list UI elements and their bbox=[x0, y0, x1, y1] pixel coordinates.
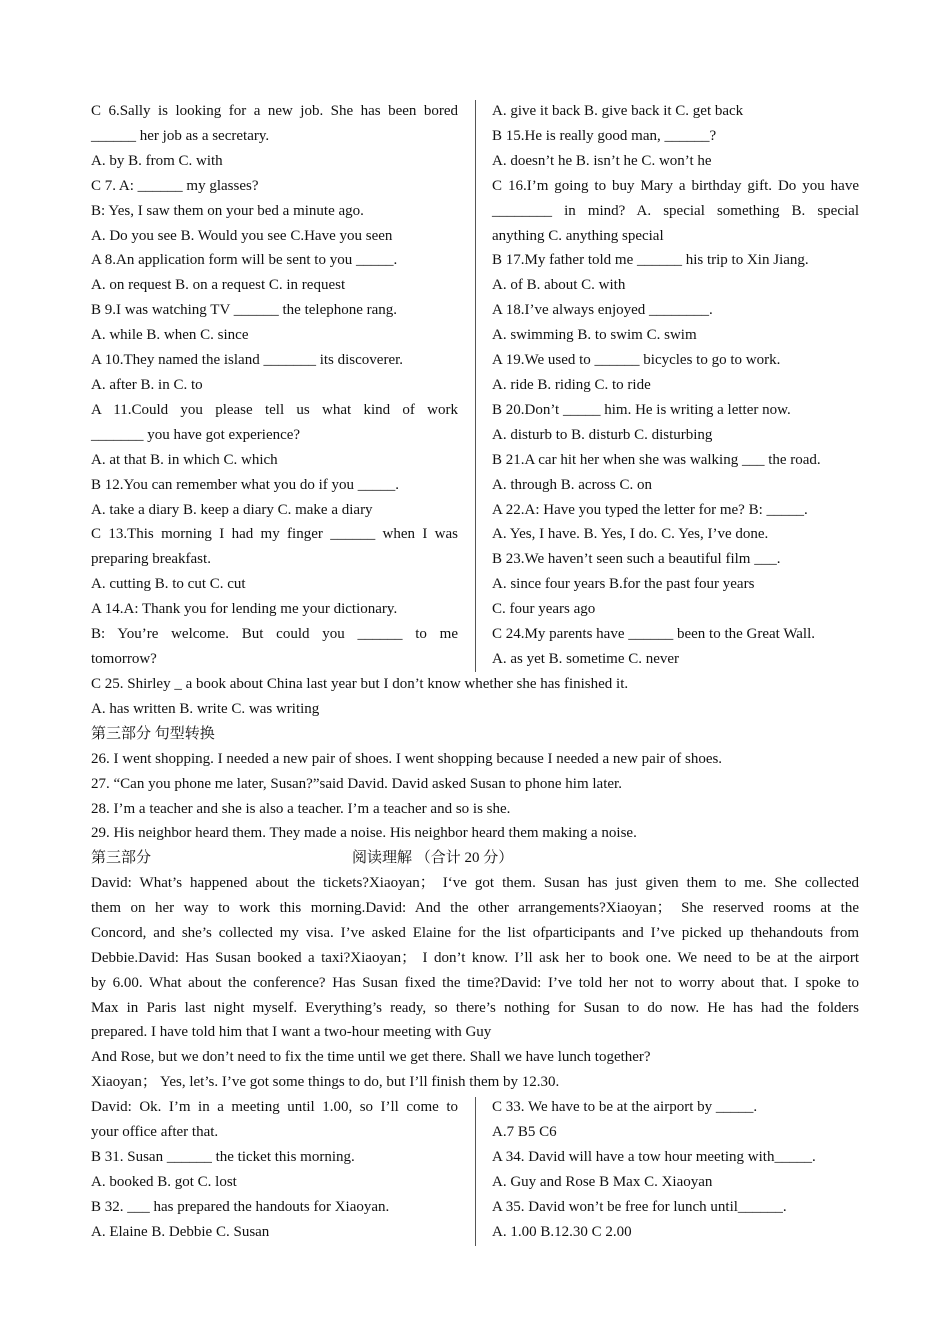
question-line: C 24.My parents have ______ been to the Great Wall. bbox=[492, 626, 816, 643]
question-25-options: A. has written B. write C. was writing bbox=[91, 700, 320, 717]
question-line: A. on request B. on a request C. in request bbox=[91, 277, 346, 294]
question-line: C 16.I’m going to buy Mary a birthday gift. Do you have bbox=[492, 177, 859, 194]
question-line: A 11.Could you please tell us what kind of work bbox=[91, 401, 458, 418]
question-line: A 18.I’ve always enjoyed ________. bbox=[492, 302, 713, 319]
question-line: A. give it back B. give back it C. get back bbox=[492, 103, 744, 119]
section-heading-sentence-transformation: 第三部分 句型转换 bbox=[91, 725, 215, 742]
reading-part-title: 阅读理解 （合计 20 分） bbox=[352, 850, 514, 867]
question-line: A. swimming B. to swim C. swim bbox=[492, 327, 697, 344]
question-line: A. ride B. riding C. to ride bbox=[492, 376, 651, 393]
reading-question-line: A 34. David will have a tow hour meeting with_____. bbox=[492, 1148, 816, 1165]
reading-section-heading bbox=[91, 846, 859, 871]
passage-line: them on her way to work this morning.David: And the other arrangements?Xiaoyan； She reserved rooms at the bbox=[91, 899, 859, 916]
question-line: A 8.An application form will be sent to you _____. bbox=[91, 252, 398, 269]
question-line: A. since four years B.for the past four years bbox=[492, 576, 755, 593]
question-line: A. of B. about C. with bbox=[492, 277, 626, 294]
passage-line: David: What’s happened about the tickets?Xiaoyan； I‘ve got them. Susan has just given them to me. She collected bbox=[91, 875, 859, 891]
question-line: A. while B. when C. since bbox=[91, 327, 249, 344]
reading-passage bbox=[91, 871, 859, 1095]
question-line: A. cutting B. to cut C. cut bbox=[91, 576, 246, 593]
question-line: A. as yet B. sometime C. never bbox=[492, 650, 680, 667]
reading-part-label: 第三部分 bbox=[91, 850, 152, 867]
reading-question-line: A 35. David won’t be free for lunch until______. bbox=[492, 1198, 787, 1215]
passage-line: Debbie.David: Has Susan booked a taxi?Xiaoyan； I don’t know. I’ll ask her to book one. We need to be at the airport bbox=[91, 949, 859, 966]
question-line: C 13.This morning I had my finger ______ when I was bbox=[91, 526, 458, 543]
question-line: A. Yes, I have. B. Yes, I do. C. Yes, I’ve done. bbox=[492, 526, 769, 543]
transformation-29: 29. His neighbor heard them. They made a noise. His neighbor heard them making a noise. bbox=[91, 825, 637, 842]
reading-question-line: C 33. We have to be at the airport by _____. bbox=[492, 1099, 758, 1115]
reading-questions-left bbox=[91, 1095, 458, 1244]
question-line: ________ in mind? A. special something B. special bbox=[492, 202, 859, 219]
reading-question-line: B 32. ___ has prepared the handouts for Xiaoyan. bbox=[91, 1198, 390, 1215]
transformation-26: 26. I went shopping. I needed a new pair of shoes. I went shopping because I needed a new pair of shoes. bbox=[91, 750, 723, 767]
question-line: A. through B. across C. on bbox=[492, 476, 652, 493]
passage-line: And Rose, but we don’t need to fix the time until we get there. Shall we have lunch together? bbox=[91, 1049, 651, 1066]
question-line: B 21.A car hit her when she was walking ___ the road. bbox=[492, 451, 821, 468]
question-line: B 12.You can remember what you do if you _____. bbox=[91, 476, 400, 493]
question-line: tomorrow? bbox=[91, 650, 157, 667]
question-line: A. by B. from C. with bbox=[91, 152, 223, 169]
reading-question-line: A. Guy and Rose B Max C. Xiaoyan bbox=[492, 1173, 713, 1190]
question-line: A. after B. in C. to bbox=[91, 376, 203, 393]
transformation-27: 27. “Can you phone me later, Susan?”said David. David asked Susan to phone him later. bbox=[91, 775, 622, 792]
question-line: B 20.Don’t _____ him. He is writing a letter now. bbox=[492, 401, 791, 418]
transformation-28: 28. I’m a teacher and she is also a teacher. I’m a teacher and so is she. bbox=[91, 800, 511, 817]
question-line: C 6.Sally is looking for a new job. She has been bored bbox=[91, 103, 458, 119]
question-line: B: You’re welcome. But could you ______ to me bbox=[91, 626, 458, 643]
reading-question-line: A.7 B5 C6 bbox=[492, 1123, 557, 1140]
reading-question-line: A. 1.00 B.12.30 C 2.00 bbox=[492, 1223, 632, 1240]
question-line: anything C. anything special bbox=[492, 227, 664, 244]
question-line: C. four years ago bbox=[492, 601, 596, 618]
reading-questions-right bbox=[492, 1095, 859, 1244]
right-question-column bbox=[492, 99, 859, 672]
question-line: A 19.We used to ______ bicycles to go to work. bbox=[492, 352, 781, 369]
question-line: A. disturb to B. disturb C. disturbing bbox=[492, 426, 713, 443]
question-25: C 25. Shirley _ a book about China last year but I don’t know whether she has finished it. bbox=[91, 676, 629, 692]
question-line: B: Yes, I saw them on your bed a minute ago. bbox=[91, 202, 364, 219]
question-line: A 14.A: Thank you for lending me your dictionary. bbox=[91, 601, 398, 618]
full-width-section bbox=[91, 672, 859, 871]
question-line: preparing breakfast. bbox=[91, 551, 211, 568]
question-line: A. Do you see B. Would you see C.Have you seen bbox=[91, 227, 393, 244]
question-line: B 15.He is really good man, ______? bbox=[492, 127, 717, 144]
column-divider-2 bbox=[475, 1097, 476, 1246]
column-divider bbox=[475, 100, 476, 672]
passage-line: by 6.00. What about the conference? Has Susan fixed the time?David: I’ve told her not to worry about that. I spoke to bbox=[91, 974, 859, 991]
question-line: B 17.My father told me ______ his trip to Xin Jiang. bbox=[492, 252, 809, 269]
passage-line: Concord, and she’s collected my visa. I’ve asked Elaine for the list ofparticipants and I’ve picked up thehandouts from bbox=[91, 924, 859, 941]
question-line: _______ you have got experience? bbox=[91, 426, 301, 443]
question-line: A. take a diary B. keep a diary C. make a diary bbox=[91, 501, 373, 518]
reading-question-line: A. booked B. got C. lost bbox=[91, 1173, 237, 1190]
question-line: A. at that B. in which C. which bbox=[91, 451, 278, 468]
reading-question-line: A. Elaine B. Debbie C. Susan bbox=[91, 1223, 270, 1240]
question-line: A 10.They named the island _______ its discoverer. bbox=[91, 352, 404, 369]
left-question-column bbox=[91, 99, 458, 672]
question-line: C 7. A: ______ my glasses? bbox=[91, 177, 259, 194]
reading-question-line: your office after that. bbox=[91, 1123, 219, 1140]
passage-line: prepared. I have told him that I want a two-hour meeting with Guy bbox=[91, 1024, 492, 1041]
passage-line: Max in Paris last night myself. Everything’s ready, so there’s nothing for Susan to do now. He has had the folders bbox=[91, 999, 859, 1016]
question-line: A 22.A: Have you typed the letter for me? B: _____. bbox=[492, 501, 808, 518]
passage-line: Xiaoyan； Yes, let’s. I’ve got some things to do, but I’ll finish them by 12.30. bbox=[91, 1074, 560, 1091]
question-line: B 9.I was watching TV ______ the telephone rang. bbox=[91, 302, 398, 319]
question-line: A. doesn’t he B. isn’t he C. won’t he bbox=[492, 152, 712, 169]
question-line: ______ her job as a secretary. bbox=[91, 127, 270, 144]
question-line: B 23.We haven’t seen such a beautiful film ___. bbox=[492, 551, 781, 568]
reading-question-line: David: Ok. I’m in a meeting until 1.00, so I’ll come to bbox=[91, 1099, 458, 1115]
reading-question-line: B 31. Susan ______ the ticket this morning. bbox=[91, 1148, 355, 1165]
